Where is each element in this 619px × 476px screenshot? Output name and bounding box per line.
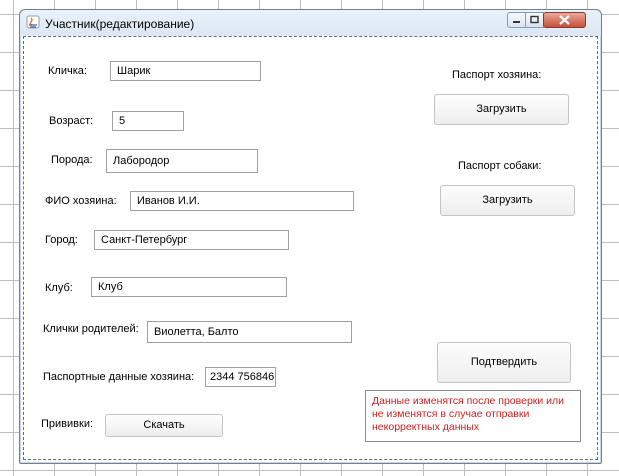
nickname-field[interactable]: Шарик xyxy=(110,61,261,81)
owner-passport-data-label: Паспортные данные хозяина: xyxy=(43,371,195,383)
city-label: Город: xyxy=(45,234,78,246)
vaccinations-label: Прививки: xyxy=(41,418,94,430)
age-field[interactable]: 5 xyxy=(112,111,184,131)
window-title: Участник(редактирование) xyxy=(45,17,195,31)
title-bar[interactable] xyxy=(20,10,601,36)
minimize-button[interactable] xyxy=(507,12,526,28)
upload-dog-passport-button[interactable]: Загрузить xyxy=(440,185,575,216)
confirm-button[interactable]: Подтвердить xyxy=(437,342,571,383)
parents-field[interactable]: Виолетта, Балто xyxy=(147,321,352,343)
club-label: Клуб: xyxy=(45,282,73,294)
dog-passport-label: Паспорт собаки: xyxy=(458,160,542,172)
owner-passport-data-field[interactable]: 2344 756846 xyxy=(205,367,276,387)
edit-participant-window xyxy=(19,9,602,464)
parents-label: Клички родителей: xyxy=(43,323,139,335)
city-field[interactable]: Санкт-Петербург xyxy=(94,230,289,250)
owner-name-field[interactable]: Иванов И.И. xyxy=(130,191,354,211)
owner-passport-label: Паспорт хозяина: xyxy=(452,69,542,81)
nickname-label: Кличка: xyxy=(48,65,87,77)
java-app-icon xyxy=(26,15,40,29)
validation-note: Данные изменятся после проверки или не изменятся в случае отправки некорректных данных xyxy=(365,390,581,442)
upload-owner-passport-button[interactable]: Загрузить xyxy=(434,94,569,125)
close-button[interactable] xyxy=(543,12,586,28)
close-icon xyxy=(544,13,585,27)
age-label: Возраст: xyxy=(49,115,94,127)
club-field[interactable]: Клуб xyxy=(91,277,287,297)
owner-name-label: ФИО хозяина: xyxy=(45,195,117,207)
minimize-icon xyxy=(508,13,525,27)
breed-field[interactable]: Лабородор xyxy=(106,149,258,173)
maximize-icon xyxy=(526,13,543,27)
download-vaccinations-button[interactable]: Скачать xyxy=(105,414,223,437)
breed-label: Порода: xyxy=(51,154,93,166)
maximize-button[interactable] xyxy=(525,12,544,28)
